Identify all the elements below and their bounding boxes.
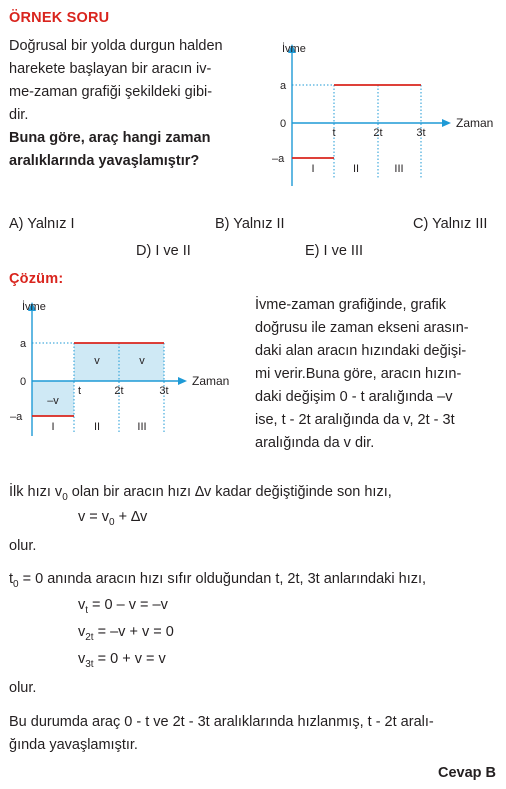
tick-2t: 2t — [373, 127, 383, 139]
tick-zero: 0 — [280, 118, 287, 130]
y-axis-label: İvme — [22, 301, 46, 313]
choice-a[interactable]: A) Yalnız I — [9, 216, 75, 232]
choice-e[interactable]: E) I ve III — [305, 243, 364, 259]
question-text — [9, 35, 254, 173]
solution-explanation — [255, 294, 501, 455]
explanation-line: aralığında da v dir. — [255, 435, 375, 451]
tick-minus-a: –a — [10, 411, 23, 423]
question-line: harekete başlayan bir aracın iv- — [9, 61, 212, 77]
question-line: dir. — [9, 107, 29, 123]
area-label-3: v — [139, 355, 145, 367]
tick-t: t — [78, 385, 82, 397]
question-prompt-line: aralıklarında yavaşlamıştır? — [9, 153, 200, 169]
interval-1: I — [311, 163, 315, 175]
choice-d[interactable]: D) I ve II — [136, 243, 191, 259]
tick-minus-a: –a — [272, 153, 285, 165]
choice-c[interactable]: C) Yalnız III — [413, 216, 488, 232]
question-prompt-line: Buna göre, araç hangi zaman — [9, 130, 211, 146]
initial-time-statement: $t_0 = 0$ anında aracın hızı sıfır olduğundan t, 2t, 3t anlarındaki hızı, — [9, 571, 427, 590]
x-axis-label: Zaman — [456, 116, 494, 130]
conclusion — [9, 711, 499, 757]
explanation-line: mi verir.Buna göre, aracın hızın- — [255, 366, 462, 382]
interval-3: III — [137, 421, 147, 433]
y-axis-label: İvme — [282, 43, 306, 55]
tick-zero: 0 — [20, 376, 27, 388]
explanation-line: daki alan aracın hızındaki değişi- — [255, 343, 467, 359]
tick-3t: 3t — [416, 127, 426, 139]
interval-2: II — [352, 163, 360, 175]
explanation-line: ise, t - 2t aralığında da v, 2t - 3t — [255, 412, 455, 428]
question-line: Doğrusal bir yolda durgun halden — [9, 38, 223, 54]
velocity-intro: İlk hızı $v_0$ olan bir aracın hızı ∆v kadar değiştiğinde son hızı, — [9, 484, 392, 503]
solution-heading: Çözüm: — [9, 271, 64, 287]
velocity-at-3t: $v_{3t} = 0 + v = v$ — [78, 651, 166, 670]
tick-a: a — [20, 338, 27, 350]
area-label-2: v — [94, 355, 100, 367]
choice-b[interactable]: B) Yalnız II — [215, 216, 285, 232]
tick-t: t — [332, 127, 336, 139]
olur-text: olur. — [9, 538, 37, 554]
tick-2t: 2t — [114, 385, 124, 397]
explanation-line: doğrusu ile zaman ekseni arasın- — [255, 320, 469, 336]
x-axis-arrow-icon — [442, 119, 451, 127]
explanation-line: daki değişim 0 - t aralığında –v — [255, 389, 453, 405]
tick-3t: 3t — [159, 385, 169, 397]
interval-3: III — [394, 163, 404, 175]
x-axis-label: Zaman — [192, 374, 230, 388]
acceleration-time-graph-question — [268, 38, 500, 188]
conclusion-line: ğında yavaşlamıştır. — [9, 737, 138, 753]
area-label-1: –v — [47, 395, 59, 407]
velocity-at-2t: $v_{2t} = -v + v = 0$ — [78, 624, 174, 643]
answer-label: Cevap B — [437, 765, 496, 781]
acceleration-time-graph-solution — [6, 296, 244, 438]
tick-a: a — [280, 80, 287, 92]
olur-text: olur. — [9, 680, 37, 696]
question-line: me-zaman grafiği şekildeki gibi- — [9, 84, 213, 100]
conclusion-line: Bu durumda araç 0 - t ve 2t - 3t aralıklarında hızlanmış, t - 2t aralı- — [9, 714, 434, 730]
interval-2: II — [93, 421, 101, 433]
x-axis-arrow-icon — [178, 377, 187, 385]
velocity-formula: $v = v_0 + \Delta v$ — [78, 509, 148, 528]
velocity-at-t: $v_t = 0 - v = -v$ — [78, 597, 168, 616]
interval-1: I — [51, 421, 55, 433]
example-heading: ÖRNEK SORU — [9, 10, 110, 26]
explanation-line: İvme-zaman grafiğinde, grafik — [255, 297, 446, 313]
